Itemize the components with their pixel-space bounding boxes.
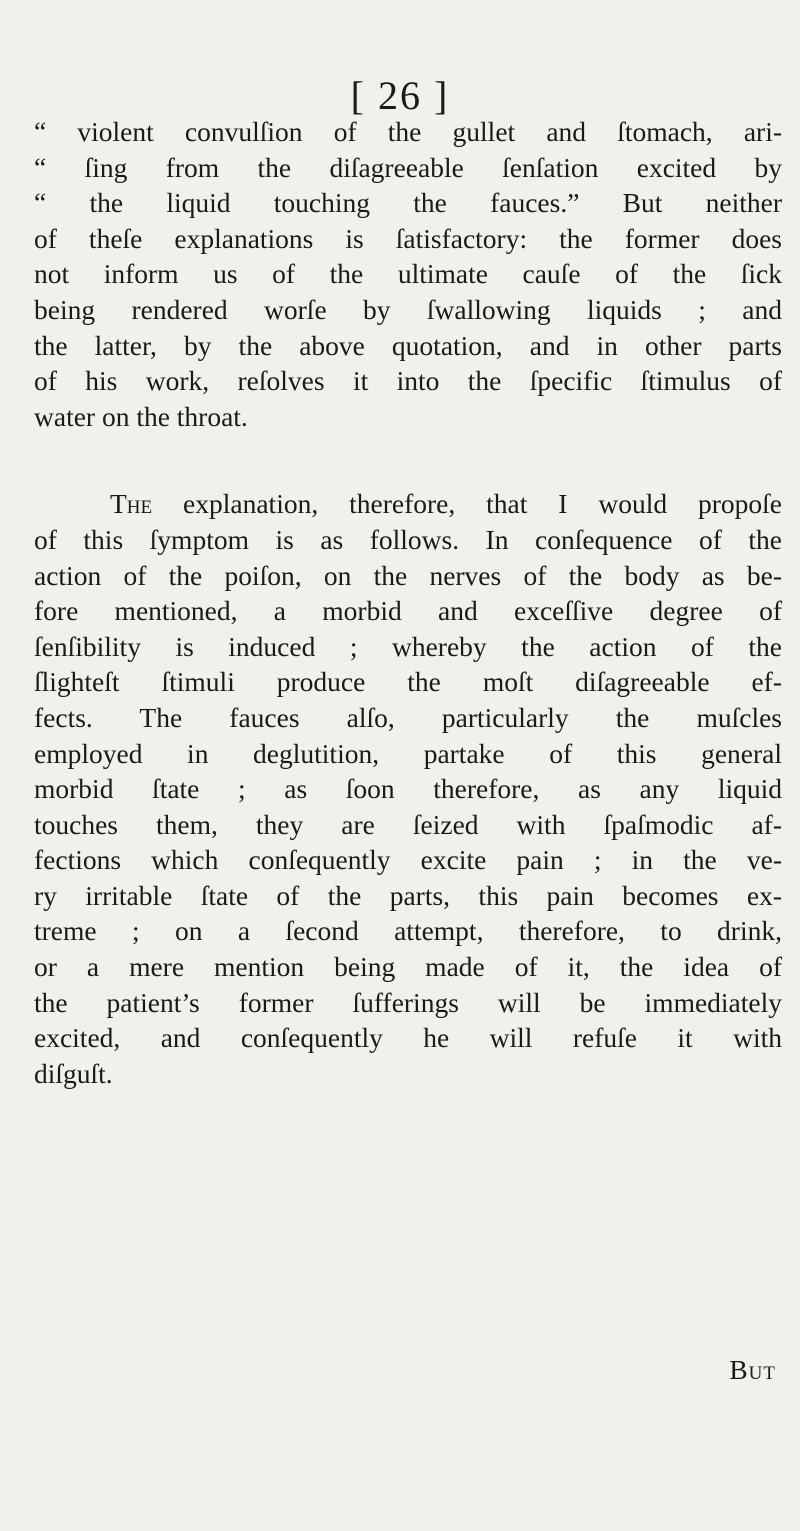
- text-line: action of the poiſon, on the nerves of the body as be-: [34, 559, 782, 591]
- catchword: But: [729, 1354, 776, 1385]
- text-line: diſguſt.: [34, 1057, 113, 1089]
- text-line: being rendered worſe by ſwallowing liquids ; and: [34, 293, 782, 325]
- paragraph-gap: [34, 434, 782, 486]
- text-line: “ the liquid touching the fauces.” But neither: [34, 187, 782, 219]
- paragraph-2: [34, 486, 782, 1091]
- text-line: ſenſibility is induced ; whereby the action of the: [34, 630, 782, 662]
- text-line: treme ; on a ſecond attempt, therefore, to drink,: [34, 915, 782, 947]
- text-line: “ violent convulſion of the gullet and ſtomach, ari-: [34, 116, 782, 147]
- text-line-first: [34, 486, 782, 522]
- paragraph-opening-word: The: [110, 488, 153, 520]
- paragraph-1: [34, 114, 782, 434]
- text-line: employed in deglutition, partake of this general: [34, 737, 782, 769]
- text-line: water on the throat.: [34, 400, 248, 432]
- text-line: of theſe explanations is ſatisfactory: the former does: [34, 222, 782, 254]
- page-number: [ 26 ]: [350, 73, 450, 118]
- text-line: morbid ſtate ; as ſoon therefore, as any liquid: [34, 773, 782, 805]
- text-line: excited, and conſequently he will refuſe it with: [34, 1022, 782, 1054]
- text-line: of this ſymptom is as follows. In conſequence of the: [34, 523, 782, 555]
- text-line: touches them, they are ſeized with ſpaſmodic af-: [34, 808, 782, 840]
- first-line-rest: explanation, therefore, that I would propoſe: [152, 488, 782, 520]
- text-line: fects. The fauces alſo, particularly the muſcles: [34, 701, 782, 733]
- text-line: the patient’s former ſufferings will be immediately: [34, 986, 782, 1018]
- text-line: ry irritable ſtate of the parts, this pain becomes ex-: [34, 879, 782, 911]
- text-line: or a mere mention being made of it, the idea of: [34, 951, 782, 983]
- text-line: ſlighteſt ſtimuli produce the moſt diſagreeable ef-: [34, 666, 782, 698]
- body-text: [34, 114, 782, 1091]
- text-line: not inform us of the ultimate cauſe of the ſick: [34, 258, 782, 290]
- text-line: fections which conſequently excite pain ; in the ve-: [34, 844, 782, 876]
- text-line: “ ſing from the diſagreeable ſenſation excited by: [34, 151, 782, 183]
- text-line: the latter, by the above quotation, and in other parts: [34, 329, 782, 361]
- text-line: fore mentioned, a morbid and exceſſive degree of: [34, 595, 782, 627]
- text-line: of his work, reſolves it into the ſpecific ſtimulus of: [34, 365, 782, 397]
